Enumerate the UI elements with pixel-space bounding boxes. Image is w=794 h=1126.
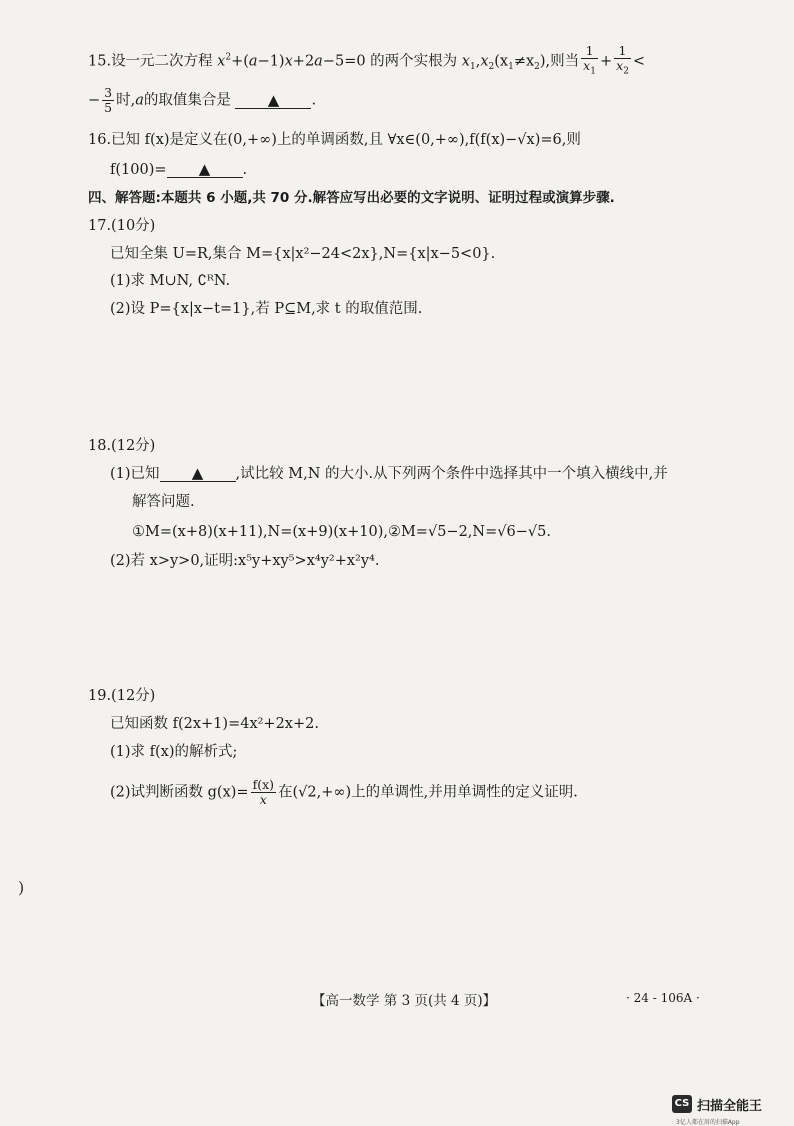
section-heading: 四、解答题:本题共 6 小题,共 70 分.解答应写出必要的文字说明、证明过程或演算步骤. xyxy=(88,190,615,206)
q15-line1: 15.设一元二次方程 $x^2+(a-1)x+2a-5=0$ 的两个实根为 $x_1,x_2(x_1\ne x_2)$,则当 $\frac{1}{x_1}$ + $\frac{1}{x_2}$ < xyxy=(88,43,646,77)
page-footer-code: · 24 - 106A · xyxy=(626,991,700,1005)
q16-line2: f(100)= ▲ . xyxy=(110,160,248,178)
q18-line1: (1)已知 ▲ ,试比较 M,N 的大小.从下列两个条件中选择其中一个填入横线中,并 xyxy=(110,464,668,482)
answer-blank[interactable] xyxy=(235,92,311,109)
fraction: $\frac{f(x)}{x}$ xyxy=(252,777,275,807)
triangle-icon: ▲ xyxy=(198,160,211,178)
margin-mark: ) xyxy=(18,878,25,897)
q15-line2: − $\frac{3}{5}$ 时,a的取值集合是 ▲ . xyxy=(88,85,317,115)
fraction: $\frac{3}{5}$ xyxy=(104,85,113,115)
q17-line1: 已知全集 U=R,集合 M={x|x²−24<2x},N={x|x−5<0}. xyxy=(110,246,496,262)
scanner-name: 扫描全能王 xyxy=(697,1099,763,1114)
q18-line4: (2)若 x>y>0,证明:x⁵y+xy⁵>x⁴y²+x²y⁴. xyxy=(110,553,380,569)
triangle-icon: ▲ xyxy=(267,90,280,109)
q18-line2: 解答问题. xyxy=(132,494,195,510)
q17-line2: (1)求 M∪N, ∁ᴿN. xyxy=(110,273,231,289)
fraction: $\frac{1}{x_1}$ xyxy=(583,43,596,77)
q18-head: 18.(12分) xyxy=(88,438,156,454)
answer-blank[interactable] xyxy=(160,465,236,482)
page-footer-title: 【高一数学 第 3 页(共 4 页)】 xyxy=(312,993,497,1009)
q16-line1: 16.已知 f(x)是定义在(0,+∞)上的单调函数,且 ∀x∈(0,+∞),f(f(x)−√x)=6,则 xyxy=(88,132,581,148)
answer-blank[interactable] xyxy=(167,161,243,178)
q17-head: 17.(10分) xyxy=(88,218,156,234)
fraction: $\frac{1}{x_2}$ xyxy=(616,43,629,77)
q19-line3: (2)试判断函数 g(x)= $\frac{f(x)}{x}$ 在(√2,+∞)上的单调性,并用单调性的定义证明. xyxy=(110,777,578,807)
scanner-tagline: 3亿人都在用的扫描App xyxy=(676,1119,740,1126)
scanner-logo-icon: CS xyxy=(672,1095,692,1113)
q19-line2: (1)求 f(x)的解析式; xyxy=(110,744,238,760)
q19-head: 19.(12分) xyxy=(88,688,156,704)
triangle-icon: ▲ xyxy=(191,464,204,482)
q17-line3: (2)设 P={x|x−t=1},若 P⊆M,求 t 的取值范围. xyxy=(110,301,423,317)
question-number: 15. xyxy=(88,53,112,70)
q19-line1: 已知函数 f(2x+1)=4x²+2x+2. xyxy=(110,716,319,732)
q18-line3: ①M=(x+8)(x+11),N=(x+9)(x+10),②M=√5−2,N=√6−√5. xyxy=(132,524,551,540)
